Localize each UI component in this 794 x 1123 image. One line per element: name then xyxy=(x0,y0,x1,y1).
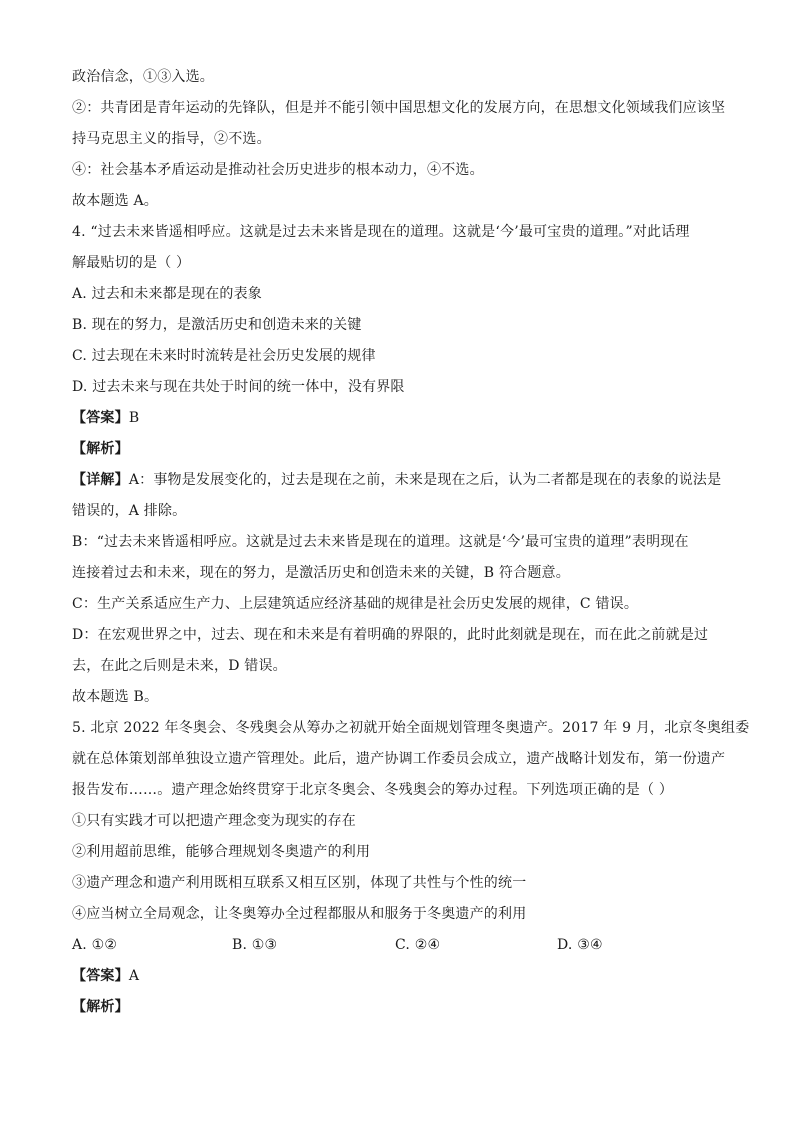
question-5-statement: ②利用超前思维，能够合理规划冬奥遗产的利用 xyxy=(72,844,371,860)
detail-label: 【详解】 xyxy=(72,472,129,488)
question-4-option-d: D. 过去未来与现在共处于时间的统一体中，没有界限 xyxy=(72,379,405,395)
text-line: 政治信念，①③入选。 xyxy=(72,69,214,85)
text-line: 故本题选 B。 xyxy=(72,689,159,705)
question-4-option-a: A. 过去和未来都是现在的表象 xyxy=(72,286,263,302)
question-5-analysis xyxy=(72,992,722,1023)
answer-value: B xyxy=(128,410,140,426)
text-line: 错误的，A 排除。 xyxy=(72,503,187,519)
document-page xyxy=(72,62,750,1023)
text-line: ②：共青团是青年运动的先锋队，但是并不能引领中国思想文化的发展方向，在思想文化领域我们应该坚 xyxy=(72,100,726,116)
question-5-option-d: D. ③④ xyxy=(557,937,603,953)
analysis-label: 【解析】 xyxy=(72,999,129,1015)
answer-label: 【答案】 xyxy=(72,968,129,984)
text-line: C：生产关系适应生产力、上层建筑适应经济基础的规律是社会历史发展的规律，C 错误。 xyxy=(72,596,639,612)
text-line: 去，在此之后则是未来，D 错误。 xyxy=(72,658,287,674)
question-5-options xyxy=(72,930,722,961)
question-4-answer xyxy=(72,403,722,434)
question-5-answer xyxy=(72,961,722,992)
question-4-stem: 4. “过去未来皆遥相呼应。这就是过去未来皆是现在的道理。这就是‘今’最可宝贵的道理。”对此话理 xyxy=(72,224,690,240)
text-line: B：“过去未来皆遥相呼应。这就是过去未来皆是现在的道理。这就是‘今’最可宝贵的道理”表明现在 xyxy=(72,534,689,550)
text-line: 故本题选 A。 xyxy=(72,193,158,209)
question-5-stem: 就在总体策划部单独设立遗产管理处。此后，遗产协调工作委员会成立，遗产战略计划发布，第一份遗产 xyxy=(72,751,726,767)
question-5-option-a: A. ①② xyxy=(72,937,118,953)
text-line: ④：社会基本矛盾运动是推动社会历史进步的根本动力，④不选。 xyxy=(72,162,484,178)
text-line: D：在宏观世界之中，过去、现在和未来是有着明确的界限的，此时此刻就是现在，而在此之前就是过 xyxy=(72,627,709,643)
question-4-analysis xyxy=(72,434,722,465)
question-5-stem: 报告发布……。遗产理念始终贯穿于北京冬奥会、冬残奥会的筹办过程。下列选项正确的是（ ） xyxy=(72,782,674,798)
detail-text: A：事物是发展变化的，过去是现在之前，未来是现在之后，认为二者都是现在的表象的说法是 xyxy=(128,472,722,488)
answer-label: 【答案】 xyxy=(72,410,129,426)
question-4-stem: 解最贴切的是（ ） xyxy=(72,255,191,271)
question-4-option-c: C. 过去现在未来时时流转是社会历史发展的规律 xyxy=(72,348,376,364)
question-5-statement: ④应当树立全局观念，让冬奥筹办全过程都服从和服务于冬奥遗产的利用 xyxy=(72,906,527,922)
question-4-option-b: B. 现在的努力，是激活历史和创造未来的关键 xyxy=(72,317,362,333)
analysis-label: 【解析】 xyxy=(72,441,129,457)
question-4-detail xyxy=(72,465,722,496)
text-line: 持马克思主义的指导，②不选。 xyxy=(72,131,271,147)
question-5-statement: ①只有实践才可以把遗产理念变为现实的存在 xyxy=(72,813,356,829)
question-5-stem: 5. 北京 2022 年冬奥会、冬残奥会从筹办之初就开始全面规划管理冬奥遗产。2017 年 9 月，北京冬奥组委 xyxy=(72,720,750,736)
answer-value: A xyxy=(128,968,140,984)
question-5-statement: ③遗产理念和遗产利用既相互联系又相互区别，体现了共性与个性的统一 xyxy=(72,875,527,891)
question-5-option-c: C. ②④ xyxy=(395,937,441,953)
question-5-option-b: B. ①③ xyxy=(232,937,278,953)
text-line: 连接着过去和未来，现在的努力，是激活历史和创造未来的关键，B 符合题意。 xyxy=(72,565,570,581)
